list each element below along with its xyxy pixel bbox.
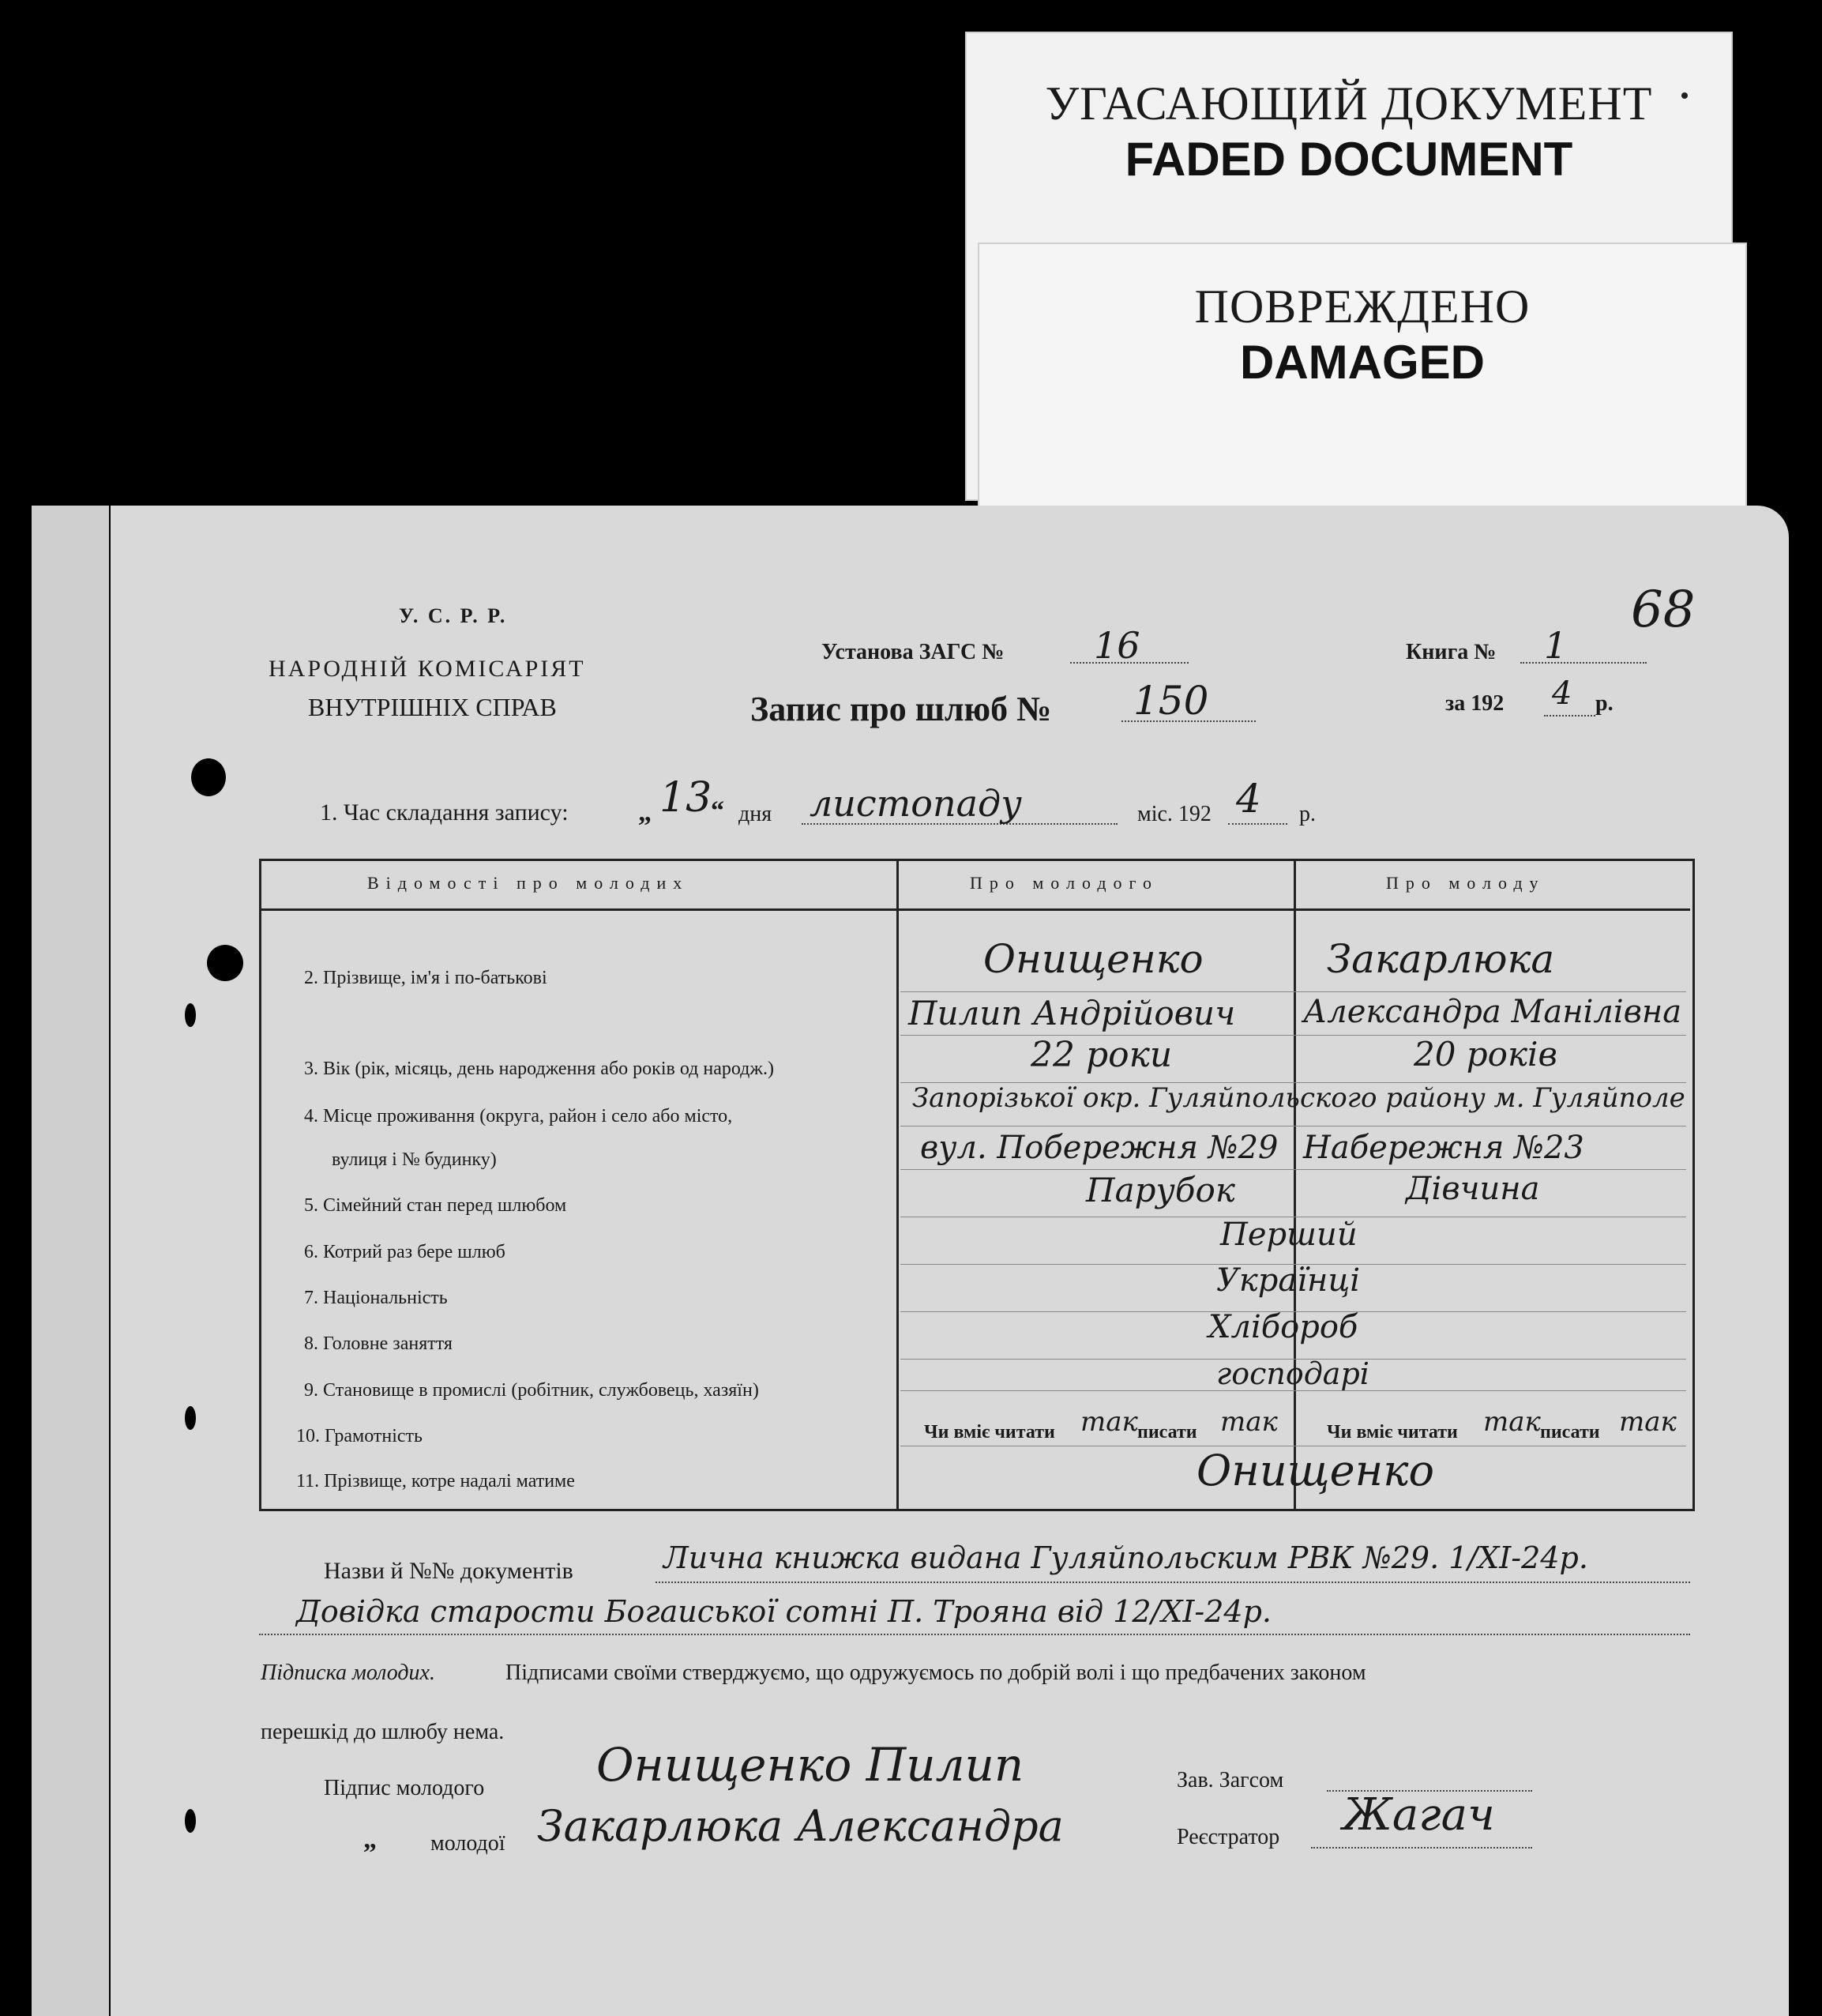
bride-age: 20 років xyxy=(1414,1035,1557,1074)
faded-en-label: FADED DOCUMENT xyxy=(1125,133,1573,186)
table-divider xyxy=(1294,859,1296,1510)
groom-read-value: так xyxy=(1080,1406,1138,1438)
table-header-rule xyxy=(259,908,1690,911)
record-title: Запис про шлюб № xyxy=(750,690,1052,728)
binding-nail xyxy=(185,1406,196,1430)
row-label-occupation: 8. Головне заняття xyxy=(304,1333,453,1354)
bride-read-label: Чи вміє читати xyxy=(1327,1422,1458,1442)
answer-rule xyxy=(900,1035,1686,1036)
record-day: 13 xyxy=(659,774,712,822)
punch-hole xyxy=(191,758,226,796)
binding-strip xyxy=(32,506,109,2016)
bride-street: Набережня №23 xyxy=(1303,1130,1584,1166)
documents-underline-2 xyxy=(259,1634,1690,1635)
record-number: 150 xyxy=(1133,678,1209,724)
year-underline xyxy=(1544,715,1595,717)
documents-label: Назви й №№ документів xyxy=(324,1558,573,1584)
year-suffix: р. xyxy=(1595,691,1614,716)
declaration-title: Підписка молодих. xyxy=(261,1661,435,1685)
registrar-label: Реєстратор xyxy=(1177,1825,1280,1849)
faded-ru-label: УГАСАЮЩИЙ ДОКУМЕНТ xyxy=(1045,77,1653,130)
row-label-age: 3. Вік (рік, місяць, день народження або років од народж.) xyxy=(304,1059,774,1079)
bride-signature-label: молодої xyxy=(430,1831,505,1856)
documents-underline-1 xyxy=(656,1582,1690,1583)
month-label: міс. 192 xyxy=(1137,802,1212,826)
declaration-text-1: Підписами своїми стверджуємо, що одружуємось по добрій волі і що предбачених законом xyxy=(505,1661,1366,1685)
speck-dot xyxy=(1681,92,1688,99)
documents-line-2: Довідка старости Богаиської сотні П. Трояна від 12/XI-24р. xyxy=(296,1594,1272,1629)
bride-signature: Закарлюка Александра xyxy=(537,1801,1064,1851)
punch-hole xyxy=(207,945,243,981)
groom-write-label: писати xyxy=(1137,1422,1197,1442)
groom-surname: Онищенко xyxy=(983,936,1204,982)
bride-names: Александра Манілівна xyxy=(1303,994,1682,1030)
groom-signature-label: Підпис молодого xyxy=(324,1776,485,1800)
year-prefix: за 192 xyxy=(1445,691,1505,716)
book-underline xyxy=(1520,662,1647,664)
row-label-nationality: 7. Національність xyxy=(304,1288,448,1308)
row-label-marital: 5. Сімейний стан перед шлюбом xyxy=(304,1195,567,1216)
answer-rule xyxy=(900,1169,1686,1170)
col-header-bride: Про молоду xyxy=(1386,873,1546,893)
bride-write-label: писати xyxy=(1540,1422,1600,1442)
book-number: 1 xyxy=(1544,624,1568,667)
groom-write-value: так xyxy=(1220,1406,1278,1438)
row-label-residence: 4. Місце проживання (округа, район і село або місто, xyxy=(304,1106,733,1126)
damaged-en-label: DAMAGED xyxy=(1240,336,1485,389)
position: господарі xyxy=(1216,1356,1369,1391)
col-header-info: Відомості про молодих xyxy=(367,873,689,893)
book-label: Книга № xyxy=(1406,640,1497,664)
bride-surname: Закарлюка xyxy=(1327,936,1555,982)
residence-area: Запорізької окр. Гуляйпольского району м. Гуляйполе xyxy=(912,1082,1685,1114)
binding-nail xyxy=(185,1809,196,1833)
future-surname: Онищенко xyxy=(1197,1446,1434,1495)
groom-age: 22 роки xyxy=(1031,1035,1173,1075)
registrar-underline xyxy=(1311,1847,1532,1849)
quote-open: „ xyxy=(638,798,652,827)
damaged-stamp xyxy=(978,243,1747,509)
table-divider xyxy=(896,859,899,1510)
year-digit: 4 xyxy=(1552,675,1572,712)
row-label-times: 6. Котрий раз бере шлюб xyxy=(304,1242,505,1262)
quote-close: “ xyxy=(711,796,724,826)
registrar-signature: Жагач xyxy=(1343,1789,1495,1841)
zags-label: Установа ЗАГС № xyxy=(821,640,1005,664)
record-year-suffix: р. xyxy=(1299,802,1316,826)
nationality: Українці xyxy=(1216,1262,1361,1299)
row-label-position: 9. Становище в промислі (робітник, службовець, хазяїн) xyxy=(304,1380,759,1401)
day-word: дня xyxy=(738,802,772,826)
groom-signature: Онищенко Пилип xyxy=(596,1738,1024,1792)
row-label-surname: 11. Прізвище, котре надалі матиме xyxy=(296,1471,575,1491)
documents-line-1: Лична книжка видана Гуляйпольским РВК №29. 1/XI-24р. xyxy=(663,1540,1588,1575)
record-year: 4 xyxy=(1236,776,1261,822)
row-label-name: 2. Прізвище, ім'я і по-батькові xyxy=(304,968,547,988)
row-label-literacy: 10. Грамотність xyxy=(296,1426,423,1446)
col-header-groom: Про молодого xyxy=(970,873,1159,893)
binding-nail xyxy=(185,1003,196,1027)
groom-names: Пилип Андрійович xyxy=(908,994,1236,1032)
record-time-label: 1. Час складання запису: xyxy=(320,799,569,826)
bride-read-value: так xyxy=(1483,1406,1541,1438)
times-married: Перший xyxy=(1220,1217,1358,1253)
page-number: 68 xyxy=(1631,581,1696,639)
declaration-text-2: перешкід до шлюбу нема. xyxy=(261,1720,505,1744)
zags-head-label: Зав. Загсом xyxy=(1177,1768,1284,1792)
record-month: листопаду xyxy=(810,782,1022,825)
bride-prefix-quote: „ xyxy=(363,1825,377,1854)
row-label-residence-2: вулиця і № будинку) xyxy=(332,1149,497,1170)
answer-rule xyxy=(900,991,1686,992)
groom-marital: Парубок xyxy=(1086,1171,1235,1209)
bride-marital: Дівчина xyxy=(1406,1171,1540,1207)
commissariat-line-2: ВНУТРІШНІХ СПРАВ xyxy=(308,693,557,721)
groom-street: вул. Побережня №29 xyxy=(920,1130,1279,1166)
groom-read-label: Чи вміє читати xyxy=(924,1422,1055,1442)
occupation: Хлібороб xyxy=(1208,1309,1358,1345)
ussr-label: У. С. Р. Р. xyxy=(399,604,508,627)
zags-number: 16 xyxy=(1094,624,1140,667)
bride-write-value: так xyxy=(1619,1406,1677,1438)
damaged-ru-label: ПОВРЕЖДЕНО xyxy=(1194,280,1531,333)
record-year-underline xyxy=(1228,823,1287,825)
commissariat-line-1: НАРОДНІЙ КОМІСАРІЯТ xyxy=(269,656,586,682)
